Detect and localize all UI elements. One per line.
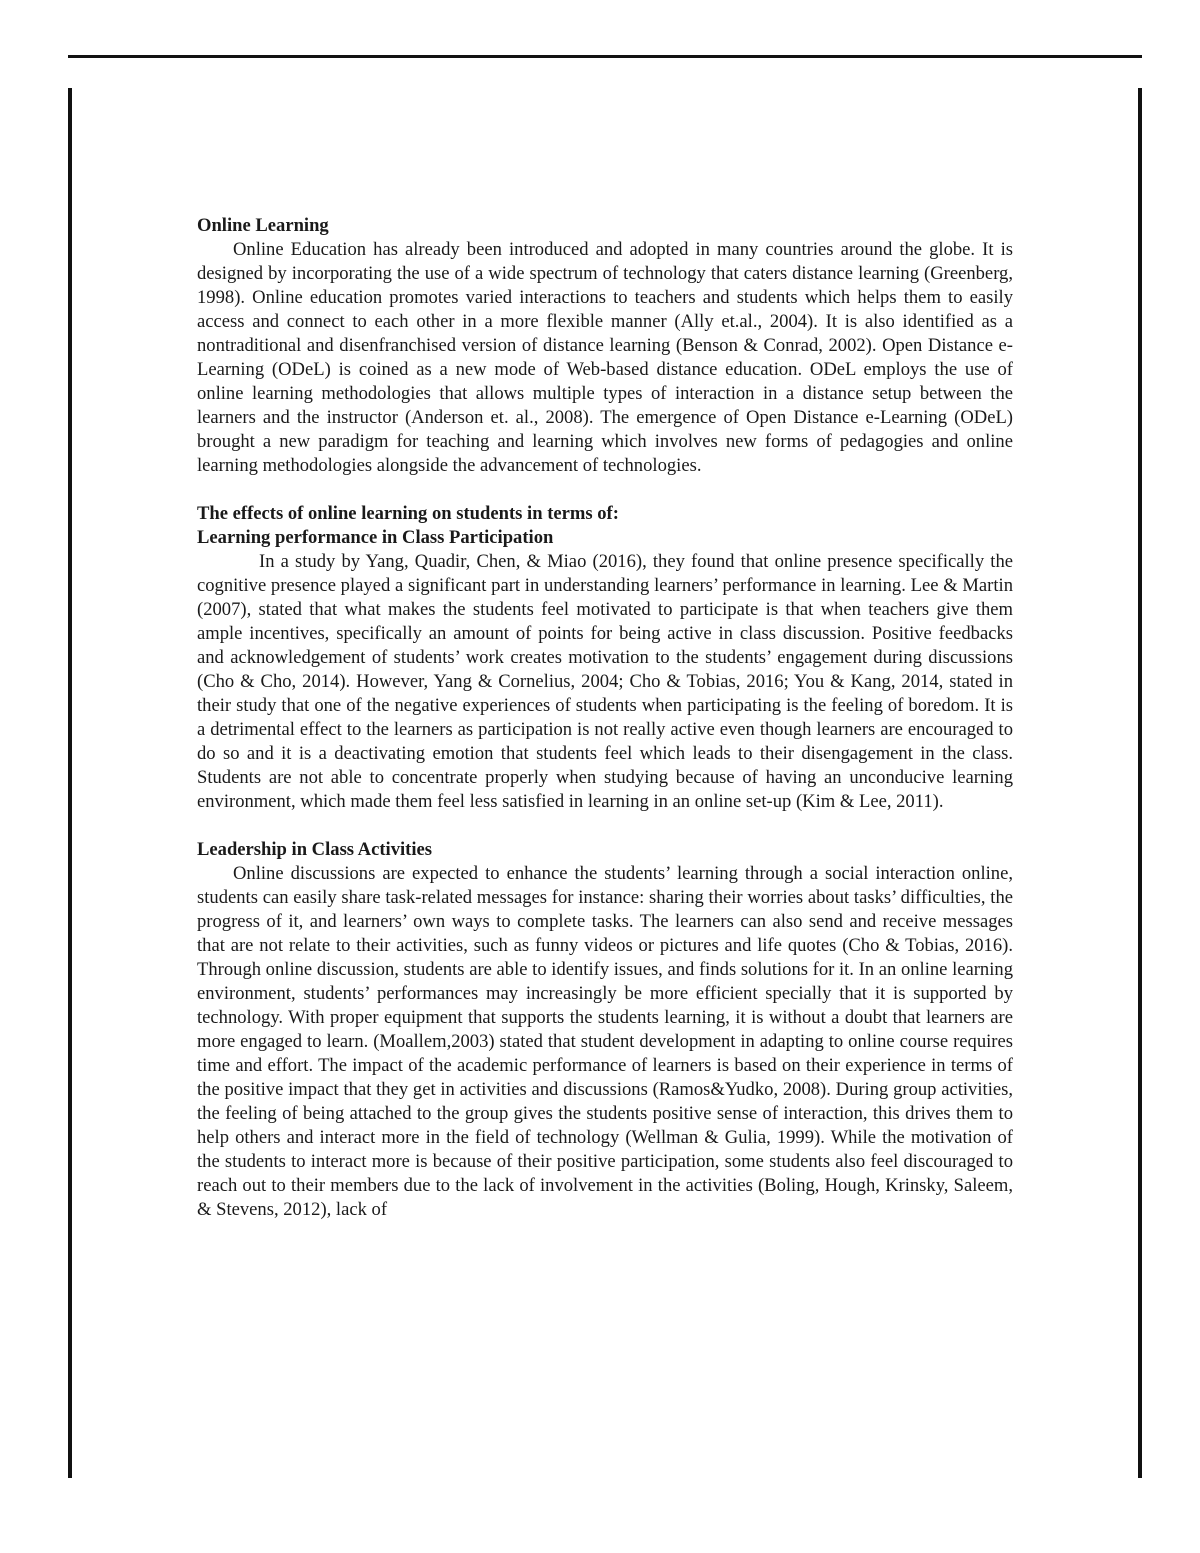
section-heading-effects: The effects of online learning on students in terms of: <box>197 503 619 524</box>
right-border-rule <box>1138 88 1142 1478</box>
top-border-rule <box>68 55 1142 58</box>
section-gap <box>197 478 1013 502</box>
paragraph-online-learning: Online Education has already been introduced and adopted in many countries around the globe. It is designed by incorporating the use of a wide spectrum of technology that caters distance learning (Greenberg, 1998). Online education promotes varied interactions to teachers and students which helps them to easily access and connect to each other in a more flexible manner (Ally et.al., 2004). It is also identified as a nontraditional and disenfranchised version of distance learning (Benson & Conrad, 2002). Open Distance e-Learning (ODeL) is coined as a new mode of Web-based distance education. ODeL employs the use of online learning methodologies that allows multiple types of interaction in a distance setup between the learners and the instructor (Anderson et. al., 2008). The emergence of Open Distance e-Learning (ODeL) brought a new paradigm for teaching and learning which involves new forms of pedagogies and online learning methodologies alongside the advancement of technologies. <box>197 239 1013 476</box>
paragraph-class-participation: In a study by Yang, Quadir, Chen, & Miao (2016), they found that online presence specifically the cognitive presence played a significant part in understanding learners’ performance in learning. Lee & Martin (2007), stated that what makes the students feel motivated to participate is that when teachers give them ample incentives, specifically an amount of points for being active in class discussion. Positive feedbacks and acknowledgement of students’ work creates motivation to the students’ engagement during discussions (Cho & Cho, 2014). However, Yang & Cornelius, 2004; Cho & Tobias, 2016; You & Kang, 2014, stated in their study that one of the negative experiences of students when participating is the feeling of boredom. It is a detrimental effect to the learners as participation is not really active even though learners are encouraged to do so and it is a deactivating emotion that students feel which leads to their disengagement in the class. Students are not able to concentrate properly when studying because of having an unconducive learning environment, which made them feel less satisfied in learning in an online set-up (Kim & Lee, 2011). <box>197 551 1013 812</box>
section-heading-leadership: Leadership in Class Activities <box>197 839 433 860</box>
left-border-rule <box>68 88 72 1478</box>
subheading-class-participation: Learning performance in Class Participation <box>197 527 554 548</box>
document-body <box>197 214 1013 1222</box>
paragraph-leadership: Online discussions are expected to enhance the students’ learning through a social interaction online, students can easily share task-related messages for instance: sharing their worries about tasks’ difficulties, the progress of it, and learners’ own ways to complete tasks. The learners can also send and receive messages that are not relate to their activities, such as funny videos or pictures and life quotes (Cho & Tobias, 2016). Through online discussion, students are able to identify issues, and finds solutions for it. In an online learning environment, students’ performances may increasingly be more efficient specially that it is supported by technology. With proper equipment that supports the students learning, it is without a doubt that learners are more engaged to learn. (Moallem,2003) stated that student development in adapting to online course requires time and effort. The impact of the academic performance of learners is based on their experience in terms of the positive impact that they get in activities and discussions (Ramos&Yudko, 2008). During group activities, the feeling of being attached to the group gives the students positive sense of interaction, this drives them to help others and interact more in the field of technology (Wellman & Gulia, 1999). While the motivation of the students to interact more is because of their positive participation, some students also feel discouraged to reach out to their members due to the lack of involvement in the activities (Boling, Hough, Krinsky, Saleem, & Stevens, 2012), lack of <box>197 863 1013 1220</box>
section-heading-online-learning: Online Learning <box>197 215 329 236</box>
section-gap <box>197 814 1013 838</box>
